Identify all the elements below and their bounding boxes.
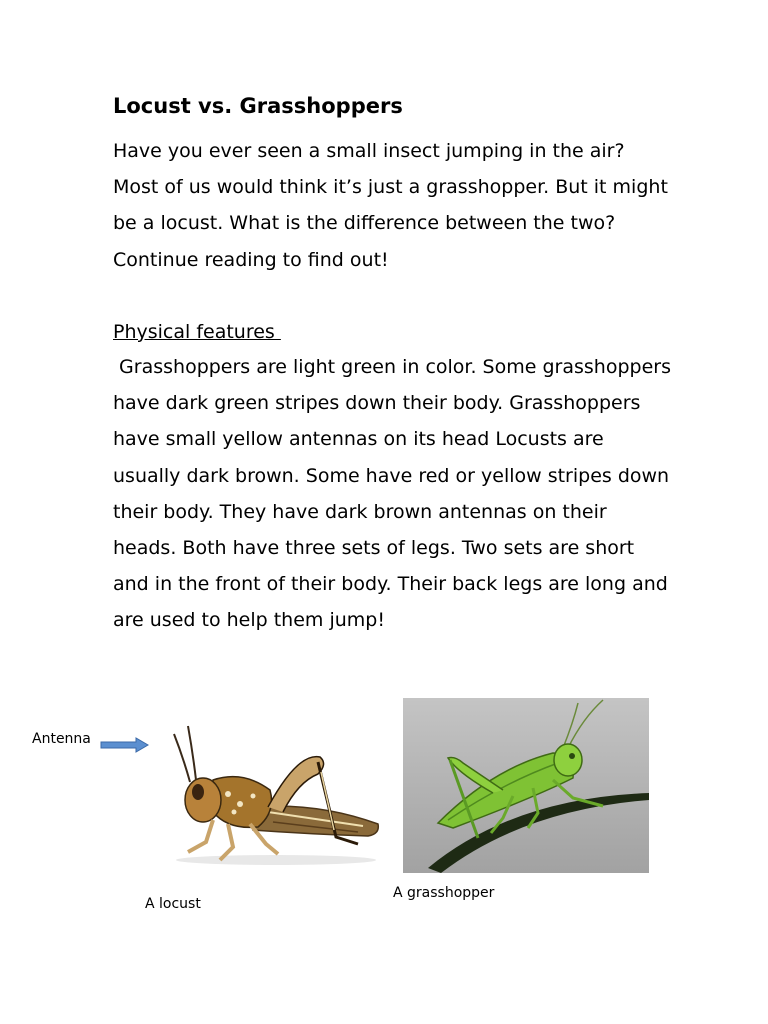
antenna-label: Antenna xyxy=(32,731,91,747)
intro-paragraph: Have you ever seen a small insect jumping in the air? Most of us would think it’s just a grasshopper. But it might be a locust. What is the difference between the two? Continue reading to find out! xyxy=(113,140,674,271)
section-heading-physical-features: Physical features xyxy=(113,321,281,343)
document-title: Locust vs. Grasshoppers xyxy=(113,94,403,118)
grasshopper-caption: A grasshopper xyxy=(393,885,495,901)
locust-caption: A locust xyxy=(145,896,201,912)
locust-image xyxy=(158,712,394,872)
physical-features-paragraph: Grasshoppers are light green in color. Some grasshoppers have dark green stripes down their body. Grasshoppers have small yellow antennas on its head Locusts are usually dark brown. Some have red or yellow stripes down their body. They have dark brown antennas on their heads. Both have three sets of legs. Two sets are short and in the front of their body. Their back legs are long and are used to help them jump! xyxy=(113,356,678,632)
arrow-right-icon xyxy=(100,737,150,753)
grasshopper-image xyxy=(403,698,649,873)
